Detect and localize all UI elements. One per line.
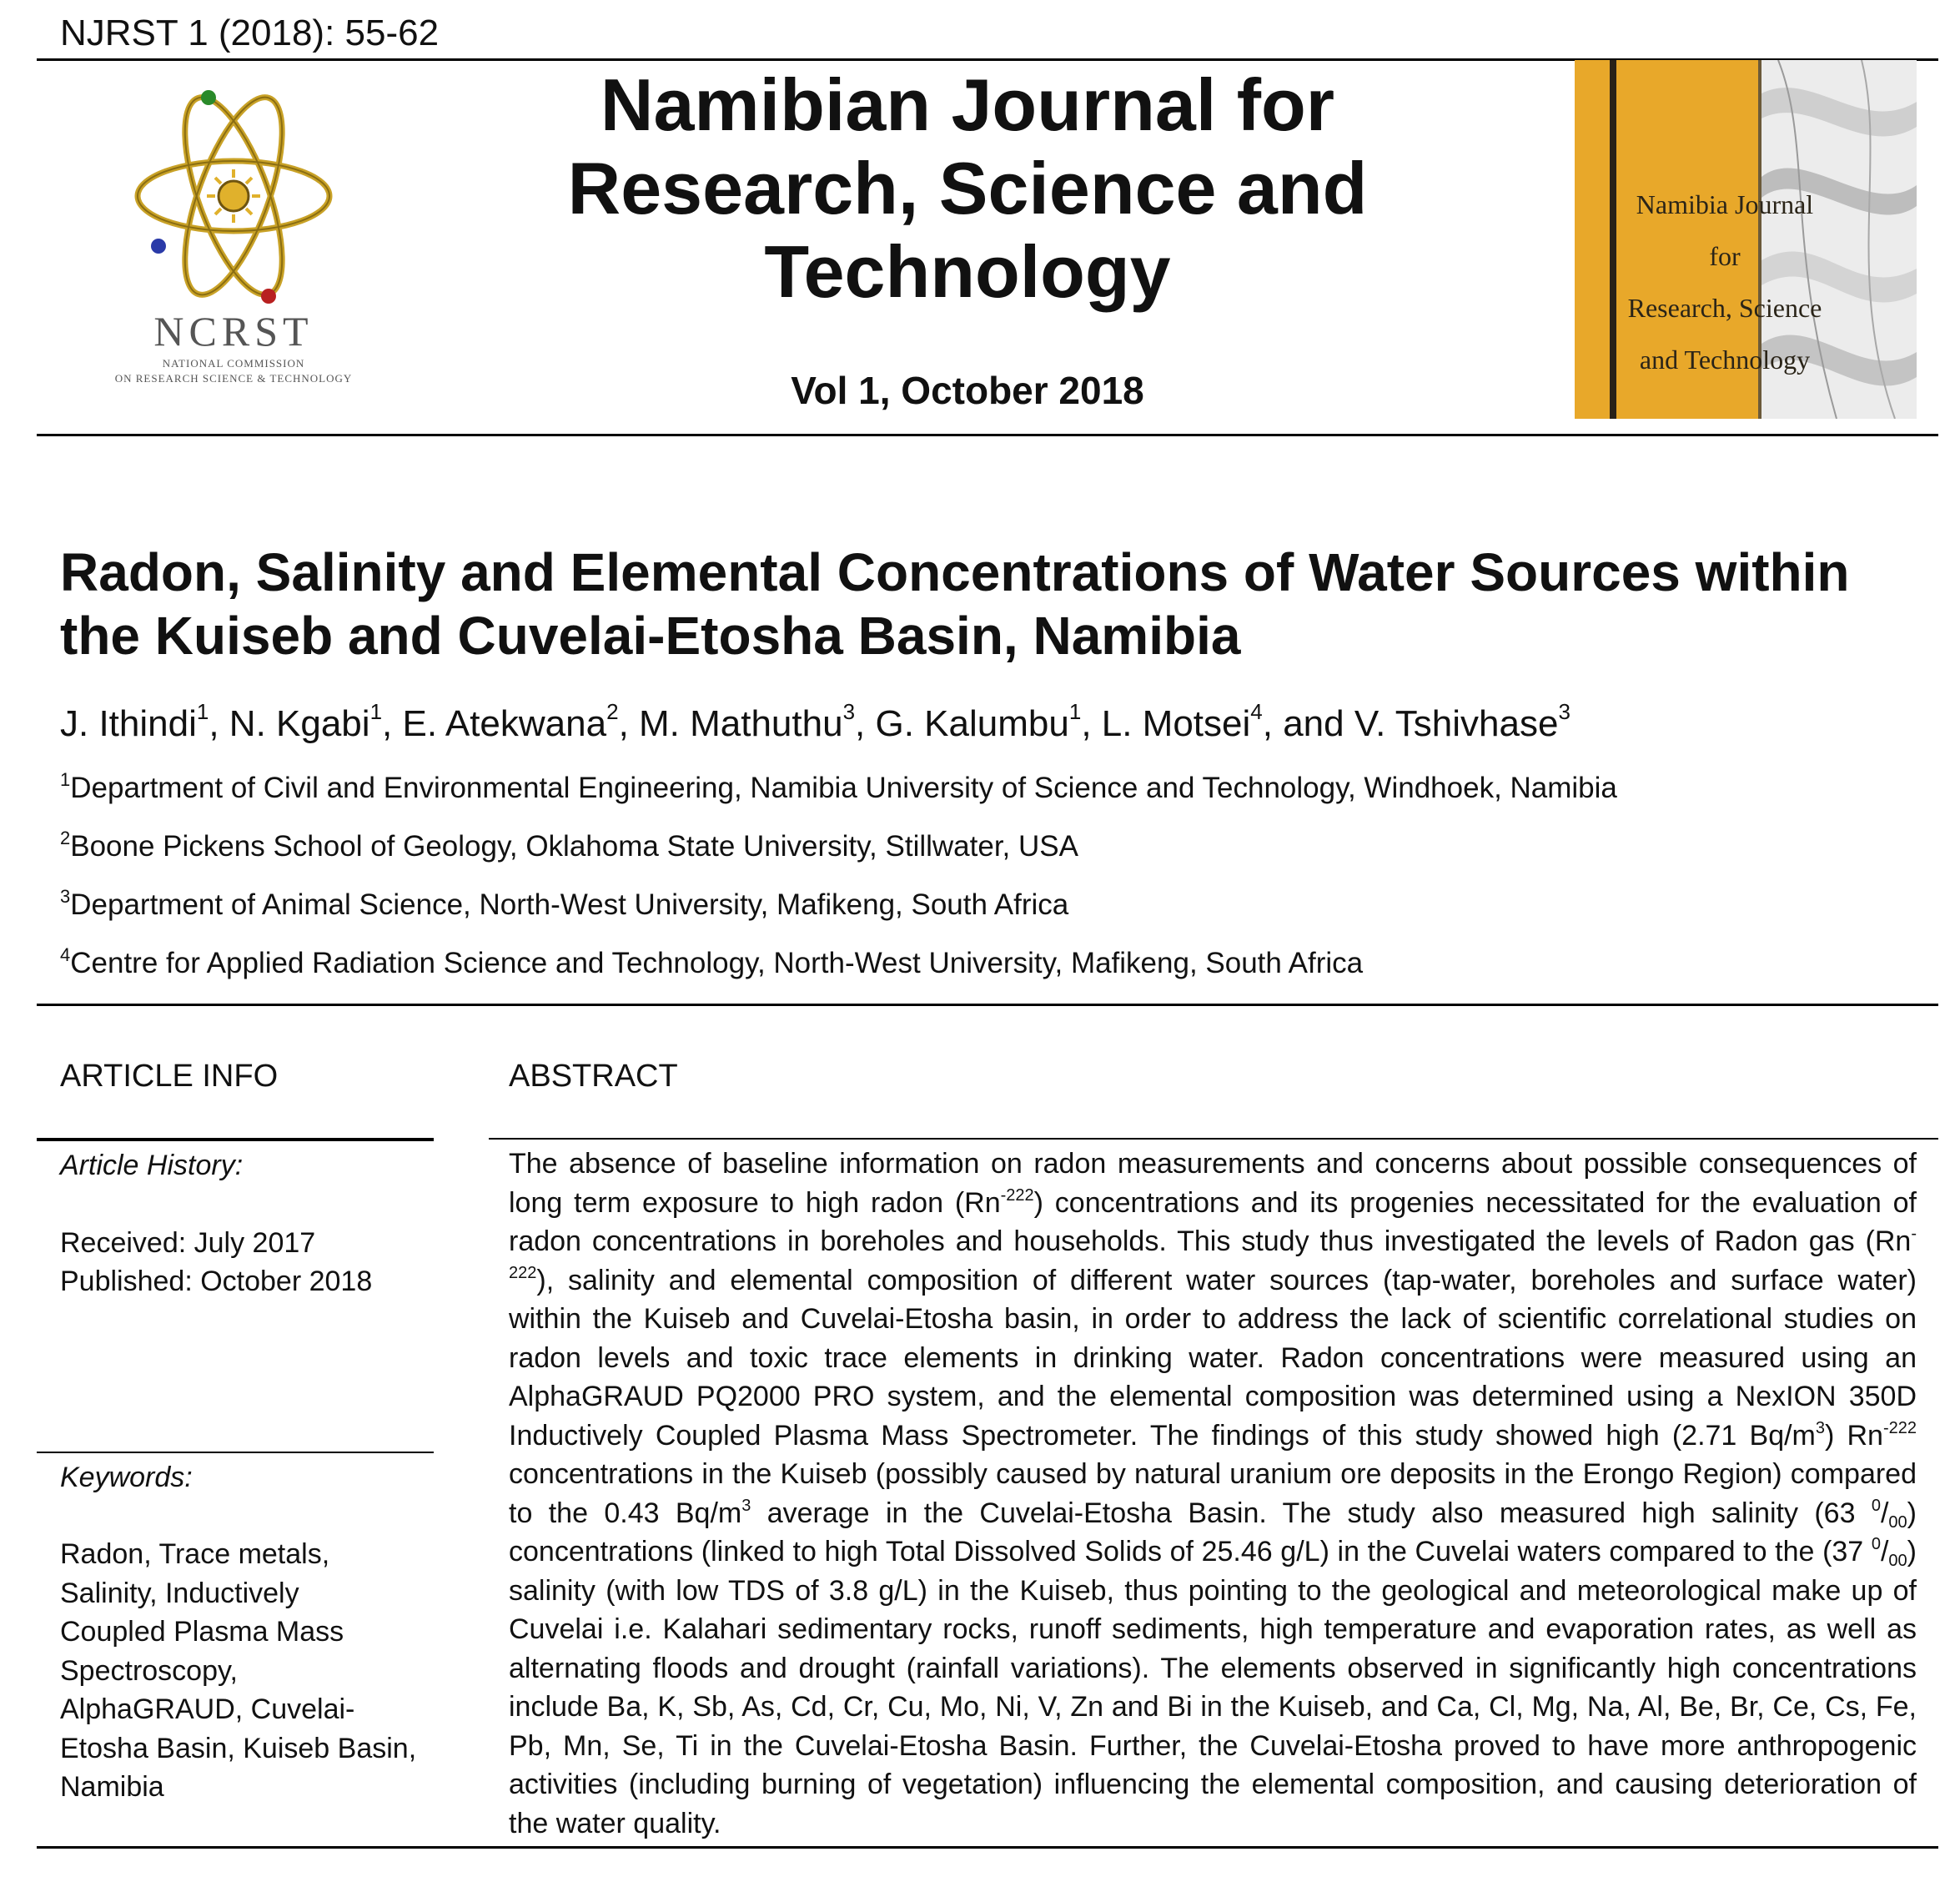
journal-citation: NJRST 1 (2018): 55-62: [60, 13, 440, 53]
keyword-line: Coupled Plasma Mass: [60, 1616, 344, 1648]
author-name: M. Mathuthu: [639, 703, 843, 744]
author-affiliation-number: 2: [606, 699, 619, 724]
affiliation-1: [60, 770, 1617, 807]
author-affiliation-number: 3: [1558, 699, 1571, 724]
affiliations-rule: [37, 1004, 1938, 1006]
author-affiliation-number: 4: [1250, 699, 1263, 724]
keyword-line: Etosha Basin, Kuiseb Basin,: [60, 1732, 417, 1764]
affiliation-3-number: 3: [60, 886, 71, 907]
cover-title-line-2: Research, Science: [1627, 293, 1822, 323]
journal-title-line-1: Namibian Journal for: [600, 63, 1335, 146]
abstract-text: concentrations in the Kuiseb (possibly caused by natural uranium ore deposits in the Erongo Region) compared to the 0.43 Bq/m: [509, 1458, 1917, 1529]
affiliation-4-number: 4: [60, 944, 71, 965]
affiliation-3: [60, 887, 1068, 923]
article-info-heading: ARTICLE INFO: [60, 1059, 279, 1094]
cover-title: [1625, 179, 1825, 385]
abstract-heading: ABSTRACT: [509, 1059, 678, 1094]
author-name: J. Ithindi: [60, 703, 197, 744]
author-name: E. Atekwana: [402, 703, 607, 744]
author-separator: ,: [855, 703, 876, 744]
keywords-label: Keywords:: [60, 1462, 193, 1493]
abstract-superscript: -222: [509, 1225, 1917, 1282]
journal-title: [467, 63, 1468, 314]
abstract-text: ) salinity (with low TDS of 3.8 g/L) in the Kuiseb, thus pointing to the geological and meteorological make up of Cuvelai i.e. Kalahari sedimentary rocks, runoff sediments, high temperature and evaporation rates, as well as alternating floods and drought (rainfall variations). The elements observed in significantly high concentrations include Ba, K, Sb, As, Cd, Cr, Cu, Mo, Ni, V, Zn and Bi in the Kuiseb, and Ca, Cl, Mg, Na, Al, Be, Br, Ce, Cs, Fe, Pb, Mn, Se, Ti in the Cuvelai-Etosha Basin. Further, the Cuvelai-Etosha proved to have more anthropogenic activities (including burning of vegetation) influencing the elemental composition, and causing deterioration of the water quality.: [509, 1536, 1917, 1839]
cover-title-line-3: and Technology: [1639, 345, 1811, 375]
affiliation-4: [60, 945, 1363, 982]
affiliation-2-number: 2: [60, 828, 71, 848]
logo-name: NCRST: [153, 308, 314, 355]
journal-title-line-2: Research, Science and: [567, 147, 1368, 229]
ncrst-atom-logo: [125, 79, 342, 330]
author-name: V. Tshivhase: [1354, 703, 1559, 744]
author-affiliation-number: 1: [369, 699, 383, 724]
keywords-list: [60, 1535, 444, 1807]
affiliation-1-text: Department of Civil and Environmental Engineering, Namibia University of Science and Technology, Windhoek, Namibia: [70, 772, 1617, 804]
author-separator: ,: [1081, 703, 1102, 744]
received-date: Received: July 2017: [60, 1227, 316, 1259]
author-separator: ,: [618, 703, 640, 744]
affiliation-1-number: 1: [60, 769, 71, 790]
journal-title-line-3: Technology: [764, 230, 1171, 313]
article-history-label: Article History:: [60, 1150, 244, 1181]
abstract-rule: [489, 1138, 1938, 1140]
author-list: [60, 699, 1571, 749]
affiliation-2-text: Boone Pickens School of Geology, Oklahoma State University, Stillwater, USA: [70, 830, 1078, 863]
keyword-line: Salinity, Inductively: [60, 1577, 299, 1609]
abstract-text: ) concentrations (linked to high Total Dissolved Solids of 25.46 g/L) in the Cuvelai waters compared to the (37: [509, 1497, 1917, 1567]
journal-volume: Vol 1, October 2018: [791, 369, 1144, 412]
abstract-superscript: -222: [1000, 1185, 1034, 1205]
author-name: L. Motsei: [1101, 703, 1251, 744]
abstract-text: ) Rn: [1825, 1419, 1883, 1452]
author-separator: ,: [209, 703, 229, 744]
abstract-text: ), salinity and elemental composition of different water sources (tap-water, boreholes and surface water) within the Kuiseb and Cuvelai-Etosha basin, in order to address the lack of scientific correlational studies on radon levels and toxic trace elements in drinking water. Radon concentrations were measured using an AlphaGRAUD PQ2000 PRO system, and the elemental composition was determined using a NexION 350D Inductively Coupled Plasma Mass Spectrometer. The findings of this study showed high (2.71 Bq/m: [509, 1264, 1917, 1452]
keyword-line: Radon, Trace metals,: [60, 1538, 330, 1570]
abstract-text: average in the Cuvelai-Etosha Basin. The study also measured high salinity (63: [751, 1497, 1872, 1529]
abstract-body: [509, 1145, 1917, 1843]
author-affiliation-number: 1: [196, 699, 209, 724]
article-info-rule: [37, 1138, 434, 1141]
journal-cover-image: [1575, 60, 1917, 419]
logo-subtitle-1: NATIONAL COMMISSION: [162, 357, 305, 370]
header-bottom-rule: [37, 434, 1938, 436]
author-name: G. Kalumbu: [875, 703, 1069, 744]
keyword-line: Spectroscopy,: [60, 1654, 238, 1687]
paper-title: Radon, Salinity and Elemental Concentrations of Water Sources within the Kuiseb and Cuvelai-Etosha Basin, Namibia: [60, 542, 1850, 666]
abstract-superscript: 3: [1815, 1418, 1825, 1437]
keyword-line: Namibia: [60, 1771, 164, 1803]
author-separator: , and: [1262, 703, 1354, 744]
keywords-rule: [37, 1452, 434, 1453]
abstract-superscript: 0: [1871, 1535, 1881, 1553]
author-affiliation-number: 3: [842, 699, 856, 724]
affiliation-4-text: Centre for Applied Radiation Science and Technology, North-West University, Mafikeng, South Africa: [70, 947, 1364, 979]
cover-dark-bar: [1610, 60, 1616, 419]
abstract-text: ) concentrations and its progenies necessitated for the evaluation of radon concentrations in boreholes and households. This study thus investigated the levels of Radon gas (Rn: [509, 1186, 1917, 1257]
published-date: Published: October 2018: [60, 1266, 373, 1297]
abstract-subscript: 00: [1888, 1552, 1907, 1570]
author-name: N. Kgabi: [229, 703, 370, 744]
abstract-text: /: [1880, 1536, 1889, 1567]
affiliation-2: [60, 828, 1078, 865]
logo-subtitle-2: ON RESEARCH SCIENCE & TECHNOLOGY: [114, 372, 353, 385]
abstract-text: /: [1880, 1497, 1889, 1529]
abstract-superscript: -222: [1882, 1418, 1917, 1437]
author-affiliation-number: 1: [1068, 699, 1082, 724]
affiliation-3-text: Department of Animal Science, North-West University, Mafikeng, South Africa: [70, 888, 1069, 921]
keyword-line: AlphaGRAUD, Cuvelai-: [60, 1693, 355, 1725]
cover-title-line-1: Namibia Journal for: [1636, 189, 1814, 271]
author-separator: ,: [382, 703, 403, 744]
footer-rule: [37, 1846, 1938, 1849]
abstract-superscript: 0: [1871, 1496, 1881, 1515]
abstract-text: The absence of baseline information on radon measurements and concerns about possible consequences of long term exposure to high radon (Rn: [509, 1148, 1917, 1219]
abstract-subscript: 00: [1888, 1512, 1907, 1532]
abstract-superscript: 3: [741, 1496, 751, 1515]
